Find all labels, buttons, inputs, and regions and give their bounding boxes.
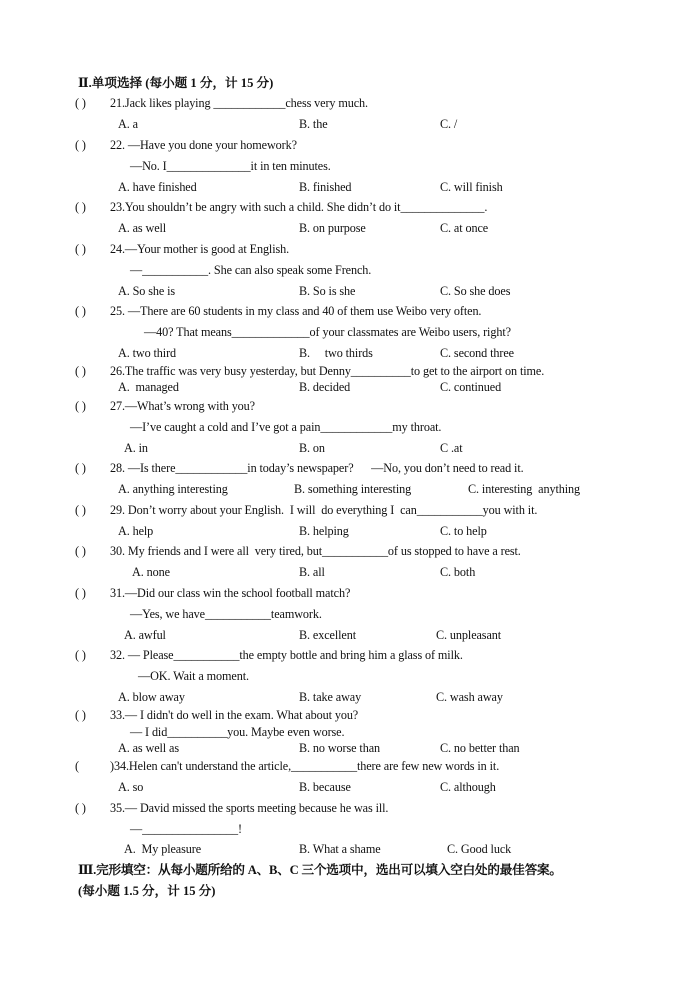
option-a: A. awful — [124, 628, 166, 642]
question-stem: 22. —Have you done your homework? — [110, 138, 297, 152]
option-c: C. to help — [440, 524, 487, 538]
answer-paren: ( ) — [75, 304, 86, 318]
answer-paren-open: ( — [75, 759, 79, 773]
option-c: C. continued — [440, 380, 502, 394]
section-3-subheading: (每小题 1.5 分，计 15 分) — [78, 884, 216, 898]
answer-paren: ( ) — [75, 708, 86, 722]
question-stem: )34.Helen can't understand the article,___________there are few new words in it. — [110, 759, 500, 773]
option-a: A. So she is — [118, 284, 176, 298]
question-stem: 35.— David missed the sports meeting because he was ill. — [110, 801, 389, 815]
answer-paren: ( ) — [75, 648, 86, 662]
option-c: C. So she does — [440, 284, 511, 298]
option-b: B. because — [299, 780, 351, 794]
section-3-heading: Ⅲ.完形填空：从每小题所给的 A、B、C 三个选项中，选出可以填入空白处的最佳答案。 — [78, 863, 562, 877]
question-stem: 24.—Your mother is good at English. — [110, 242, 290, 256]
option-a: A. as well — [118, 221, 167, 235]
option-c: C. at once — [440, 221, 489, 235]
question-line-2: —40? That means_____________of your classmates are Weibo users, right? — [144, 325, 511, 339]
question-stem: 32. — Please___________the empty bottle and bring him a glass of milk. — [110, 648, 463, 662]
option-b: B. helping — [299, 524, 349, 538]
question-line-2: —I’ve caught a cold and I’ve got a pain____________my throat. — [130, 420, 442, 434]
option-c: C. second three — [440, 346, 514, 360]
answer-paren: ( ) — [75, 399, 86, 413]
option-c: C. interesting anything — [468, 482, 581, 496]
question-stem: 29. Don’t worry about your English. I will do everything I can___________you with it. — [110, 503, 538, 517]
option-c: C. no better than — [440, 741, 520, 755]
option-b: B. the — [299, 117, 328, 131]
question-stem: 21.Jack likes playing ____________chess very much. — [110, 96, 369, 110]
option-a: A. a — [118, 117, 138, 131]
option-a: A. help — [118, 524, 154, 538]
option-a: A. in — [124, 441, 148, 455]
option-a: A. My pleasure — [124, 842, 202, 856]
option-c: C. will finish — [440, 180, 503, 194]
answer-paren: ( ) — [75, 96, 86, 110]
option-c: C. although — [440, 780, 496, 794]
option-a: A. two third — [118, 346, 177, 360]
option-b: B. on purpose — [299, 221, 366, 235]
option-b: B. finished — [299, 180, 352, 194]
option-a: A. managed — [118, 380, 179, 394]
question-stem: 25. —There are 60 students in my class and 40 of them use Weibo very often. — [110, 304, 482, 318]
option-c: C. unpleasant — [436, 628, 502, 642]
question-stem: 28. —Is there____________in today’s newspaper? —No, you don’t need to read it. — [110, 461, 524, 475]
question-line-2: —Yes, we have___________teamwork. — [130, 607, 322, 621]
question-stem: 26.The traffic was very busy yesterday, but Denny__________to get to the airport on time. — [110, 364, 545, 378]
option-a: A. blow away — [118, 690, 185, 704]
option-b: B. excellent — [299, 628, 357, 642]
option-b: B. something interesting — [294, 482, 412, 496]
option-a: A. as well as — [118, 741, 179, 755]
option-b: B. all — [299, 565, 325, 579]
question-line-2: — I did__________you. Maybe even worse. — [130, 725, 345, 739]
answer-paren: ( ) — [75, 801, 86, 815]
option-a: A. anything interesting — [118, 482, 228, 496]
question-line-2: —________________! — [130, 822, 242, 836]
answer-paren: ( ) — [75, 200, 86, 214]
option-b: B. So is she — [299, 284, 356, 298]
question-stem: 31.—Did our class win the school football match? — [110, 586, 351, 600]
option-c: C. wash away — [436, 690, 503, 704]
question-stem: 27.—What’s wrong with you? — [110, 399, 255, 413]
question-line-2: —___________. She can also speak some French. — [130, 263, 372, 277]
question-stem: 23.You shouldn’t be angry with such a child. She didn’t do it______________. — [110, 200, 488, 214]
option-a: A. so — [118, 780, 144, 794]
answer-paren: ( ) — [75, 138, 86, 152]
answer-paren: ( ) — [75, 503, 86, 517]
answer-paren: ( ) — [75, 461, 86, 475]
section-2-heading: Ⅱ.单项选择 (每小题 1 分，计 15 分) — [78, 76, 274, 90]
option-b: B. two thirds — [299, 346, 373, 360]
answer-paren: ( ) — [75, 544, 86, 558]
option-b: B. no worse than — [299, 741, 380, 755]
option-b: B. on — [299, 441, 325, 455]
answer-paren: ( ) — [75, 586, 86, 600]
answer-paren: ( ) — [75, 364, 86, 378]
option-c: C. / — [440, 117, 458, 131]
option-a: A. none — [132, 565, 170, 579]
option-c: C. Good luck — [447, 842, 512, 856]
question-line-2: —No. I______________it in ten minutes. — [130, 159, 331, 173]
option-c: C .at — [440, 441, 463, 455]
question-stem: 33.— I didn't do well in the exam. What about you? — [110, 708, 359, 722]
option-c: C. both — [440, 565, 476, 579]
option-b: B. take away — [299, 690, 362, 704]
option-b: B. What a shame — [299, 842, 381, 856]
option-a: A. have finished — [118, 180, 197, 194]
question-stem: 30. My friends and I were all very tired, but___________of us stopped to have a rest. — [110, 544, 521, 558]
option-b: B. decided — [299, 380, 351, 394]
answer-paren: ( ) — [75, 242, 86, 256]
question-line-2: —OK. Wait a moment. — [138, 669, 249, 683]
